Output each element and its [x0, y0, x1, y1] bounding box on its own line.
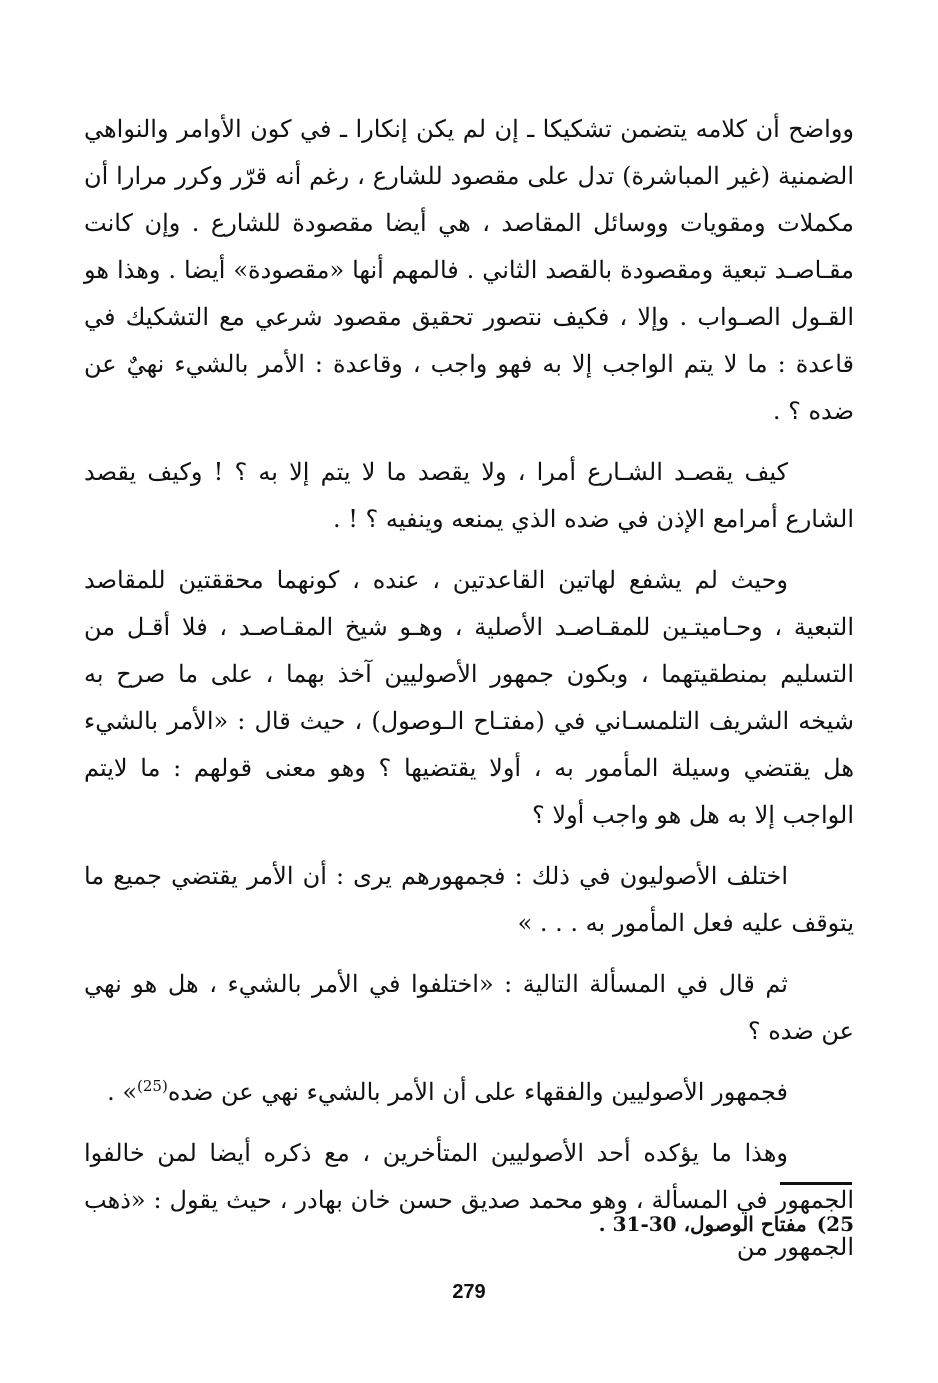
- paragraph-7: وهذا ما يؤكده أحد الأصوليين المتأخرين ، مع ذكره أيضا لمن خالفوا الجمهور في المسألة ، وهو محمد صديق حسن خان بهادر ، حيث يقول : «ذهب الجمهور من: [84, 1139, 854, 1261]
- footnote-divider: [780, 1182, 852, 1185]
- paragraph-6: [84, 1069, 854, 1116]
- main-text: [84, 106, 854, 1271]
- paragraph-5: ثم قال في المسألة التالية : «اختلفوا في الأمر بالشيء ، هل هو نهي عن ضده ؟: [84, 970, 854, 1045]
- footnote: [84, 1208, 854, 1240]
- paragraph-3: وحيث لم يشفع لهاتين القاعدتين ، عنده ، كونهما محققتين للمقاصد التبعية ، وحـاميتـين للمقـاصـد الأصلية ، وهـو شيخ المقـاصـد ، فلا أقـل من التسليم بمنطقيتهما ، وبكون جمهور الأصوليين آخذ بهما ، على ما صرح به شيخه الشريف التلمسـاني في (مفتـاح الـوصول) ، حيث قال : «الأمر بالشيء هل يقتضي وسيلة المأمور به ، أولا يقتضيها ؟ وهو معنى قولهم : ما لايتم الواجب إلا به هل هو واجب أولا ؟: [84, 566, 854, 829]
- page-number: 279: [452, 1281, 486, 1303]
- footnote-text: مفتاح الوصول، 30-31 .: [598, 1212, 807, 1236]
- paragraph-6-closing: » .: [107, 1078, 138, 1106]
- paragraph-1: وواضح أن كلامه يتضمن تشكيكا ـ إن لم يكن إنكارا ـ في كون الأوامر والنواهي الضمنية (غير المباشرة) تدل على مقصود للشارع ، رغم أنه قرّر وكرر مرارا أن مكملات ومقويات ووسائل المقاصد ، هي أيضا مقصودة للشارع . وإن كانت مقـاصـد تبعية ومقصودة بالقصد الثاني . فالمهم أنها «مقصودة» أيضا . وهذا هو القـول الصـواب . وإلا ، فكيف نتصور تحقيق مقصود شرعي مع التشكيك في قاعدة : ما لا يتم الواجب إلا به فهو واجب ، وقاعدة : الأمر بالشيء نهيٌ عن ضده ؟ .: [84, 115, 854, 425]
- footnote-number: 25): [816, 1212, 854, 1236]
- paragraph-6-text: فجمهور الأصوليين والفقهاء على أن الأمر بالشيء نهي عن ضده: [167, 1078, 788, 1106]
- paragraph-2: كيف يقصـد الشـارع أمرا ، ولا يقصد ما لا يتم إلا به ؟ ! وكيف يقصد الشارع أمرامع الإذن في ضده الذي يمنعه وينفيه ؟ ! .: [84, 458, 854, 533]
- footnote-reference[interactable]: (25): [137, 1077, 168, 1095]
- paragraph-4: اختلف الأصوليون في ذلك : فجمهورهم يرى : أن الأمر يقتضي جميع ما يتوقف عليه فعل المأمور به . . . »: [84, 862, 854, 937]
